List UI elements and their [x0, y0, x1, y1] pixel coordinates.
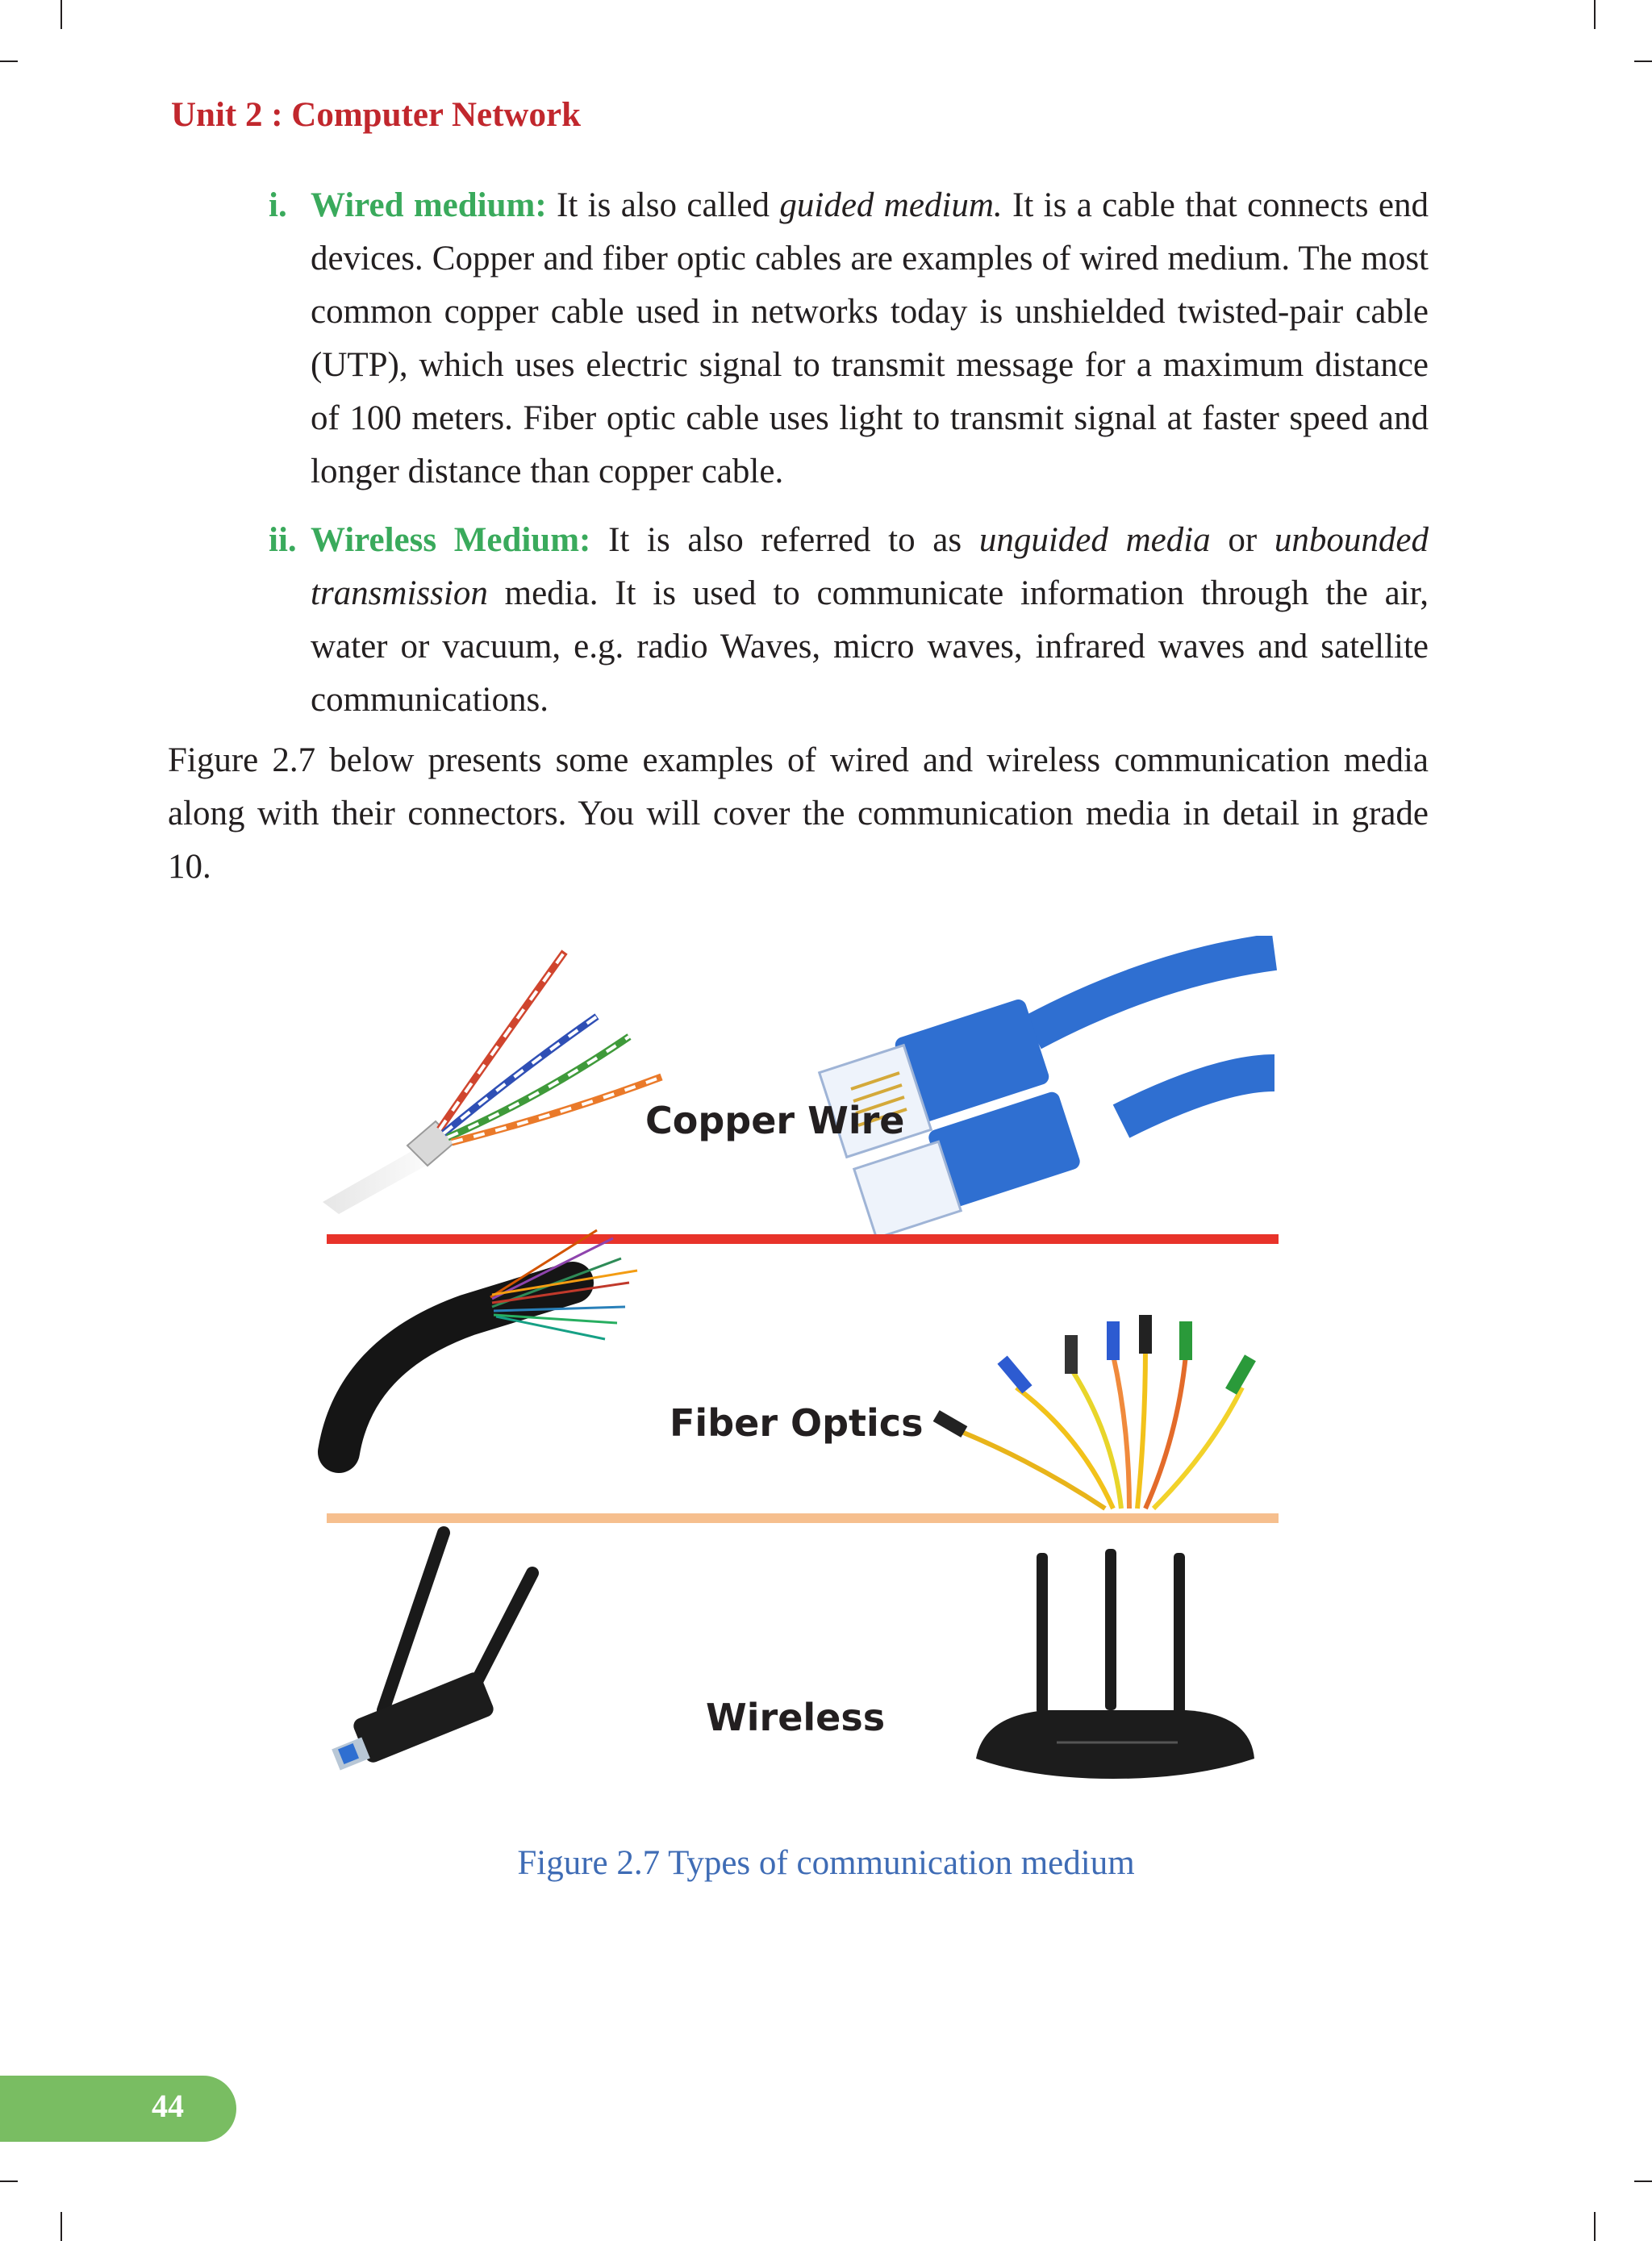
crop-mark [1594, 0, 1596, 29]
item-text-part: media. It is used to communicate information through the air, water or vacuum, e.g. radio Waves, micro waves, infrared waves and satellite communications. [311, 574, 1429, 719]
item-italic: guided medium. [779, 186, 1003, 224]
item-italic: unbounded transmission [311, 521, 1429, 612]
usb-wifi-adapter-illustration [332, 1533, 532, 1770]
copper-wire-illustration [323, 952, 661, 1214]
crop-mark [60, 2212, 62, 2241]
figure-caption: Figure 2.7 Types of communication medium [517, 1844, 1135, 1882]
fiber-divider [327, 1513, 1279, 1523]
item-term: Wired medium: [311, 186, 547, 224]
item-term: Wireless Medium: [311, 521, 591, 559]
crop-mark [1594, 2212, 1596, 2241]
fiber-cable-illustration [339, 1230, 637, 1452]
item-text [311, 179, 1429, 499]
page-number: 44 [152, 2088, 184, 2124]
copper-divider [327, 1234, 1279, 1244]
label-copper-wire: Copper Wire [645, 1099, 905, 1142]
item-italic: unguided media [978, 521, 1211, 559]
crop-mark [0, 61, 18, 62]
list-item-wired [269, 179, 1429, 499]
item-text-part: It is a cable that connects end devices. Copper and fiber optic cables are examples of wired medium. The most common copper cable used in networks today is unshielded twisted-pair cable (UTP), which uses electric signal to transmit message for a maximum distance of 100 meters. Fiber optic cable uses light to transmit signal at faster speed and longer distance than copper cable. [311, 186, 1429, 490]
item-text-part: or [1210, 521, 1274, 559]
item-text [311, 514, 1429, 727]
crop-mark [1634, 61, 1652, 62]
wireless-router-illustration [976, 1549, 1254, 1779]
label-wireless: Wireless [706, 1696, 886, 1739]
figure-communication-media [307, 936, 1315, 1791]
item-text-part: It is also called [546, 186, 780, 224]
label-fiber-optics: Fiber Optics [670, 1401, 924, 1445]
fiber-connectors-illustration [933, 1315, 1256, 1509]
page-number-tab [0, 2076, 236, 2142]
crop-mark [1634, 2180, 1652, 2182]
rj45-connector-illustration [820, 952, 1274, 1238]
crop-mark [60, 0, 62, 29]
list-item-wireless [269, 514, 1429, 727]
body-paragraph: Figure 2.7 below presents some examples of wired and wireless communication media along with their connectors. You will cover the communication media in detail in grade 10. [168, 741, 1429, 886]
unit-title: Unit 2 : Computer Network [171, 96, 581, 134]
item-number: i. [269, 186, 287, 224]
crop-mark [0, 2180, 18, 2182]
item-number: ii. [269, 521, 297, 559]
item-text-part: It is also referred to as [590, 521, 979, 559]
figure-illustration [307, 936, 1315, 1791]
